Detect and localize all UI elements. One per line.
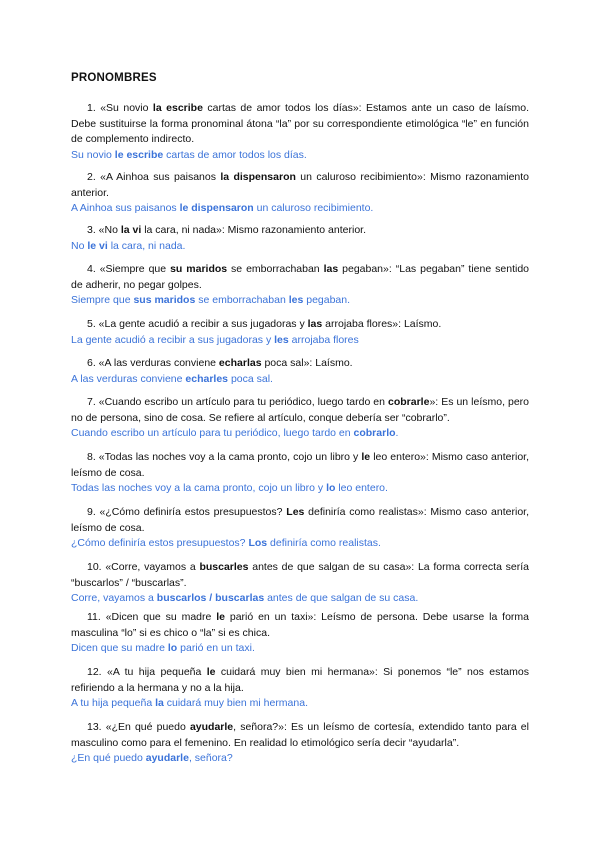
text-run: 11. «Dicen que su madre bbox=[87, 611, 217, 623]
bold-pronoun: la escribe bbox=[152, 102, 203, 114]
exercise-correction bbox=[71, 201, 529, 217]
text-run: pegaban»: “Las pegaban” tiene sentido de adherir, no pegar golpes. bbox=[71, 263, 529, 291]
text-run: 12. «A tu hija pequeña bbox=[87, 666, 207, 678]
bold-pronoun: les bbox=[288, 294, 304, 306]
exercise-item-4 bbox=[71, 262, 529, 309]
exercise-item-11 bbox=[71, 610, 529, 657]
bold-pronoun: le dispensaron bbox=[179, 202, 254, 214]
text-run: se emborrachaban bbox=[195, 294, 289, 306]
bold-pronoun: le bbox=[206, 666, 216, 678]
exercise-statement bbox=[71, 610, 529, 641]
text-run: 13. «¿En qué puedo bbox=[87, 721, 190, 733]
text-run: Cuando escribo un artículo para tu periódico, luego tardo en bbox=[71, 427, 354, 439]
text-run: Dicen que su madre bbox=[71, 642, 168, 654]
exercise-correction bbox=[71, 696, 529, 712]
text-run: 9. «¿Cómo definiría estos presupuestos? bbox=[87, 506, 287, 518]
exercise-correction bbox=[71, 641, 529, 657]
text-run: Todas las noches voy a la cama pronto, cojo un libro y bbox=[71, 482, 327, 494]
text-run: 1. «Su novio bbox=[87, 102, 153, 114]
text-run: leo entero»: Mismo caso anterior, leísmo de cosa. bbox=[71, 451, 529, 479]
text-run: A Ainhoa sus paisanos bbox=[71, 202, 180, 214]
text-run: , señora? bbox=[188, 752, 233, 764]
exercise-statement bbox=[71, 223, 529, 239]
text-run: Su novio bbox=[71, 148, 115, 161]
text-run: cartas de amor todos los días. bbox=[163, 148, 307, 161]
bold-pronoun: las bbox=[307, 318, 323, 330]
text-run: 6. «A las verduras conviene bbox=[87, 357, 219, 369]
bold-pronoun: las bbox=[323, 263, 339, 275]
exercise-statement bbox=[71, 101, 529, 148]
text-run: un caluroso recibimiento»: Mismo razonamiento anterior. bbox=[71, 171, 530, 199]
bold-pronoun: ayudarle bbox=[145, 752, 189, 764]
text-run: A tu hija pequeña bbox=[71, 697, 156, 709]
text-run: 8. «Todas las noches voy a la cama pronto, cojo un libro y bbox=[87, 451, 362, 463]
bold-pronoun: les bbox=[274, 333, 289, 346]
exercise-correction bbox=[71, 148, 529, 164]
exercise-item-5 bbox=[71, 317, 529, 348]
exercise-item-9 bbox=[71, 505, 529, 552]
exercise-item-12 bbox=[71, 665, 529, 712]
text-run: parió en un taxi»: Leísmo de persona. Debe usarse la forma masculina “lo” si es chico o “la” si es chica. bbox=[71, 611, 529, 639]
text-run: 4. «Siempre que bbox=[87, 263, 171, 275]
text-run: arrojaba flores»: Laísmo. bbox=[322, 318, 442, 330]
bold-pronoun: sus maridos bbox=[133, 294, 196, 306]
exercise-correction bbox=[71, 293, 529, 309]
exercise-item-6 bbox=[71, 356, 529, 387]
exercise-statement bbox=[71, 560, 529, 591]
text-run: pegaban. bbox=[303, 294, 351, 306]
bold-pronoun: cobrarle bbox=[388, 396, 430, 408]
exercise-statement bbox=[71, 395, 529, 426]
bold-pronoun: cobrarlo bbox=[353, 427, 396, 439]
text-run: 7. «Cuando escribo un artículo para tu periódico, luego tardo en bbox=[87, 396, 388, 408]
exercise-item-7 bbox=[71, 395, 529, 442]
text-run: . bbox=[395, 427, 399, 439]
text-run: definiría como realistas»: Mismo caso anterior, leísmo de cosa. bbox=[71, 506, 529, 534]
exercise-correction bbox=[71, 481, 529, 497]
exercise-item-1 bbox=[71, 101, 529, 163]
exercise-item-8 bbox=[71, 450, 529, 497]
bold-pronoun: buscarlos / buscarlas bbox=[156, 592, 265, 604]
exercise-correction bbox=[71, 239, 529, 255]
text-run: parió en un taxi. bbox=[177, 642, 255, 654]
text-run: cuidará muy bien mi hermana. bbox=[163, 697, 308, 709]
exercise-correction bbox=[71, 591, 529, 607]
text-run: Corre, vayamos a bbox=[71, 592, 157, 604]
text-run: cartas de amor todos los días»: Estamos ante un caso de laísmo. Debe sustituirse la forma pronominal átona “la” por su correspondiente etimológica “le” en función de complemento indirecto. bbox=[71, 102, 530, 145]
text-run: A las verduras conviene bbox=[71, 372, 186, 385]
bold-pronoun: su maridos bbox=[170, 263, 228, 275]
exercise-correction bbox=[71, 333, 529, 349]
bold-pronoun: lo bbox=[167, 642, 178, 654]
text-run: poca sal»: Laísmo. bbox=[261, 357, 353, 369]
text-run: La gente acudió a recibir a sus jugadoras y bbox=[71, 333, 275, 346]
text-run: antes de que salgan de su casa»: La forma correcta sería “buscarlos” / “buscarlas”. bbox=[71, 561, 529, 589]
bold-pronoun: la dispensaron bbox=[220, 171, 296, 183]
text-run: No bbox=[71, 239, 88, 252]
text-run: poca sal. bbox=[228, 372, 273, 385]
exercise-correction bbox=[71, 372, 529, 388]
exercise-correction bbox=[71, 426, 529, 442]
bold-pronoun: le escribe bbox=[114, 148, 164, 161]
exercise-item-3 bbox=[71, 223, 529, 254]
text-run: un caluroso recibimiento. bbox=[253, 202, 374, 214]
text-run: cuidará muy bien mi hermana»: Si ponemos “le” nos estamos refiriendo a la hermana y no a la hija. bbox=[71, 666, 529, 694]
text-run: 2. «A Ainhoa sus paisanos bbox=[87, 171, 221, 183]
bold-pronoun: echarlas bbox=[218, 357, 262, 369]
bold-pronoun: ayudarle bbox=[189, 721, 234, 733]
bold-pronoun: le bbox=[216, 611, 225, 623]
text-run: 3. «No bbox=[87, 224, 121, 236]
bold-pronoun: Los bbox=[248, 537, 268, 549]
bold-pronoun: le bbox=[361, 451, 371, 463]
bold-pronoun: lo bbox=[326, 482, 336, 494]
text-run: la cara, ni nada. bbox=[107, 239, 186, 252]
bold-pronoun: le vi bbox=[87, 239, 108, 252]
text-run: se emborrachaban bbox=[227, 263, 324, 275]
text-run: 5. «La gente acudió a recibir a sus jugadoras y bbox=[87, 318, 308, 330]
text-run: , señora?»: Es un leísmo de cortesía, extendido tanto para el masculino como para el femenino. En realidad lo etimológico sería decir “ayudarla”. bbox=[71, 721, 529, 749]
exercise-statement bbox=[71, 665, 529, 696]
exercise-statement bbox=[71, 720, 529, 751]
text-run: definiría como realistas. bbox=[267, 537, 381, 549]
exercise-statement bbox=[71, 450, 529, 481]
bold-pronoun: Les bbox=[286, 506, 305, 518]
bold-pronoun: la vi bbox=[120, 224, 142, 236]
text-run: la cara, ni nada»: Mismo razonamiento anterior. bbox=[141, 224, 366, 236]
text-run: arrojaba flores bbox=[288, 333, 359, 346]
exercise-correction bbox=[71, 536, 529, 552]
exercise-statement bbox=[71, 505, 529, 536]
exercise-correction bbox=[71, 751, 529, 767]
text-run: ¿En qué puedo bbox=[71, 752, 146, 764]
exercise-statement bbox=[71, 262, 529, 293]
exercise-item-13 bbox=[71, 720, 529, 767]
text-run: »: Es un leísmo, pero no de persona, sino de cosa. Se refiere al artículo, conque debería ser “cobrarlo”. bbox=[71, 396, 530, 424]
exercise-statement bbox=[71, 317, 529, 333]
exercise-item-10 bbox=[71, 560, 529, 607]
bold-pronoun: buscarles bbox=[199, 561, 249, 573]
bold-pronoun: echarles bbox=[185, 372, 229, 385]
bold-pronoun: la bbox=[155, 697, 164, 709]
text-run: 10. «Corre, vayamos a bbox=[87, 561, 200, 573]
exercise-statement bbox=[71, 170, 529, 201]
text-run: antes de que salgan de su casa. bbox=[264, 592, 419, 604]
exercise-statement bbox=[71, 356, 529, 372]
exercise-item-2 bbox=[71, 170, 529, 217]
text-run: Siempre que bbox=[71, 294, 134, 306]
page-title: PRONOMBRES bbox=[71, 72, 157, 84]
text-run: leo entero. bbox=[335, 482, 388, 494]
text-run: ¿Cómo definiría estos presupuestos? bbox=[71, 537, 249, 549]
